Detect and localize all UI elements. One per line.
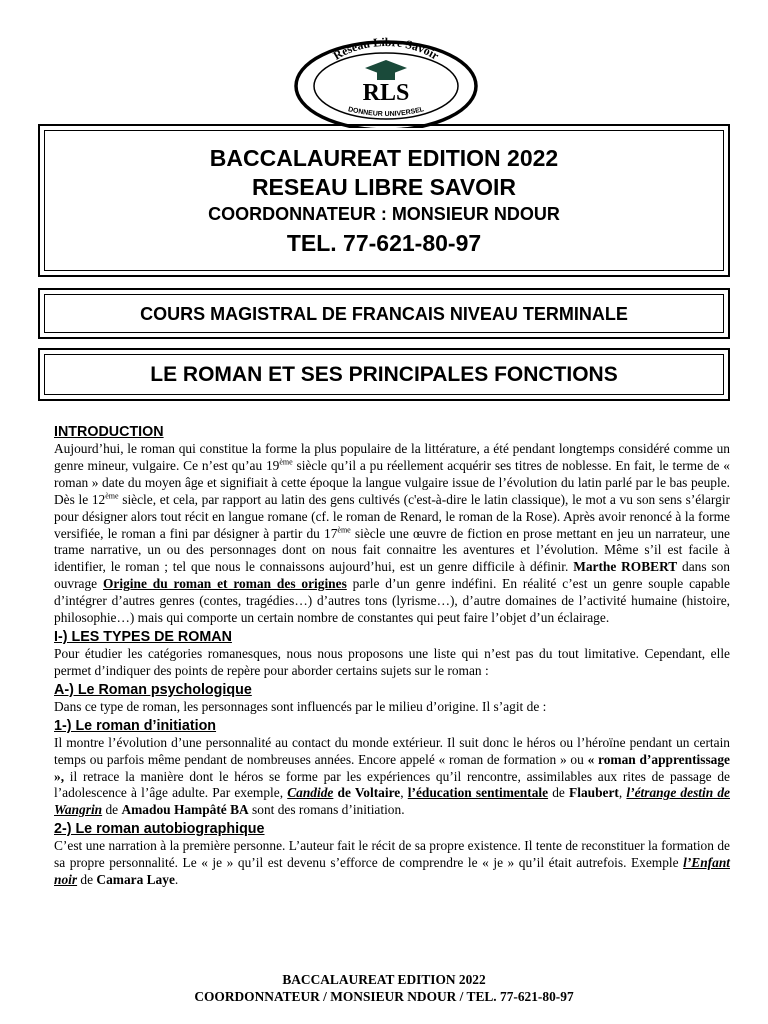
svg-text:RLS: RLS xyxy=(362,80,410,106)
header-network-name: RESEAU LIBRE SAVOIR xyxy=(251,173,517,200)
footer-title: BACCALAUREAT EDITION 2022 xyxy=(282,972,486,987)
heading-roman-psychologique: A-) Le Roman psychologique xyxy=(54,681,252,698)
author-name: Marthe ROBERT xyxy=(573,559,678,575)
document-body xyxy=(54,423,730,889)
introduction-paragraph: Aujourd’hui, le roman qui constitue la forme la plus populaire de la littérature, a été pendant longtemps considéré comme un genre mineur, vulgaire. Ce n’est qu’au 19ème siècle qu’il a pu réellement acquérir ses titres de noblesse. En fait, le terme de « roman » date du moyen âge et signifiait à cette époque la langue vulgaire issue de l’évolution du latin parlé par le bas peuple. Dès le 12ème siècle, et cela, par rapport au latin des gens cultivés (c'est-à-dire le latin classique), le mot a vu son sens s’élargir pour désigner alors tout récit en langue romane (cf. le roman de Renard, le roman de la Rose). Après avoir renoncé à la forme versifiée, le roman a fini par désigner à partir du 17ème siècle une œuvre de fiction en prose mettant en jeu un narrateur, une trame narrative, un ou des personnages dont on nous fait connaitre les aventures et l’évolution. Même s’il est facile à identifier, le roman ; tel que nous le connaissons aujourd’hui, est un genre difficile à définir. Marthe ROBERT dans son ouvrage Origine du roman et roman des origines parle d’un genre indéfini. En réalité c’est un genre souple capable d’intégrer d’autres genres (contes, tragédies…) d’autres tons (lyrisme…), d’autre domaines de l’activité humaine (histoire, philosophie…) mais qui comporte un certain nombre de constantes qui peut faire l’objet d’un éclairage. xyxy=(54,441,731,626)
book-title: Origine du roman et roman des origines xyxy=(103,576,347,592)
initiation-paragraph: Il montre l’évolution d’une personnalité au contact du monde extérieur. Il suit donc le héros ou l’héroïne pendant un certain temps ou parfois même pendant de nombreuses années. Encore appelé « roman de formation » ou « roman d’apprentissage », il retrace la manière dont le héros se forme par les expériences qu’il rencontre, assimilables aux rites de passage de l’adolescence à l’âge adulte. Par exemple, Candide de Voltaire, l’éducation sentimentale de Flaubert, l’étrange destin de Wangrin de Amadou Hampâté BA sont des romans d’initiation. xyxy=(54,734,731,818)
header-box xyxy=(38,124,730,277)
header-title: BACCALAUREAT EDITION 2022 xyxy=(209,144,559,171)
types-paragraph: Pour étudier les catégories romanesques, nous nous proposons une liste qui n’est pas du tout limitative. Cependant, elle permet d’indiquer des points de repère pour aborder certains sujets sur le roman : xyxy=(54,645,730,678)
reseau-libre-savoir-logo xyxy=(293,34,479,128)
footer-contact: COORDONNATEUR / MONSIEUR NDOUR / TEL. 77-621-80-97 xyxy=(194,989,574,1004)
heading-types-de-roman: I-) LES TYPES DE ROMAN xyxy=(54,628,232,645)
psychologique-paragraph: Dans ce type de roman, les personnages sont influencés par le milieu d’origine. Il s’agit de : xyxy=(54,698,547,714)
autobiographique-paragraph: C’est une narration à la première personne. L’auteur fait le récit de sa propre existence. Il tente de reconstituer la formation de sa propre personnalité. Le « je » qu’il est devenu s’efforce de comprendre le « je » qu’il était autrefois. Exemple l’Enfant noir de Camara Laye. xyxy=(54,838,730,888)
svg-text:Reseau Libre Savoir: Reseau Libre Savoir xyxy=(330,34,442,63)
work-education-sentimentale: l’éducation sentimentale xyxy=(407,785,549,801)
work-etrange-destin: l’étrange destin de Wangrin xyxy=(54,785,730,818)
course-title: COURS MAGISTRAL DE FRANCAIS NIVEAU TERMINALE xyxy=(140,303,628,324)
work-enfant-noir: l’Enfant noir xyxy=(54,855,730,888)
work-candide: Candide xyxy=(287,785,334,801)
header-phone: TEL. 77-621-80-97 xyxy=(286,229,482,256)
heading-roman-autobiographique: 2-) Le roman autobiographique xyxy=(54,821,265,838)
course-title-box xyxy=(38,288,730,339)
heading-introduction: INTRODUCTION xyxy=(54,424,164,440)
lesson-title: LE ROMAN ET SES PRINCIPALES FONCTIONS xyxy=(150,363,618,386)
lesson-title-box xyxy=(38,348,730,401)
svg-text:DONNEUR UNIVERSEL: DONNEUR UNIVERSEL xyxy=(347,106,425,119)
header-coordinator: COORDONNATEUR : MONSIEUR NDOUR xyxy=(208,203,560,224)
heading-roman-initiation: 1-) Le roman d’initiation xyxy=(54,717,217,734)
